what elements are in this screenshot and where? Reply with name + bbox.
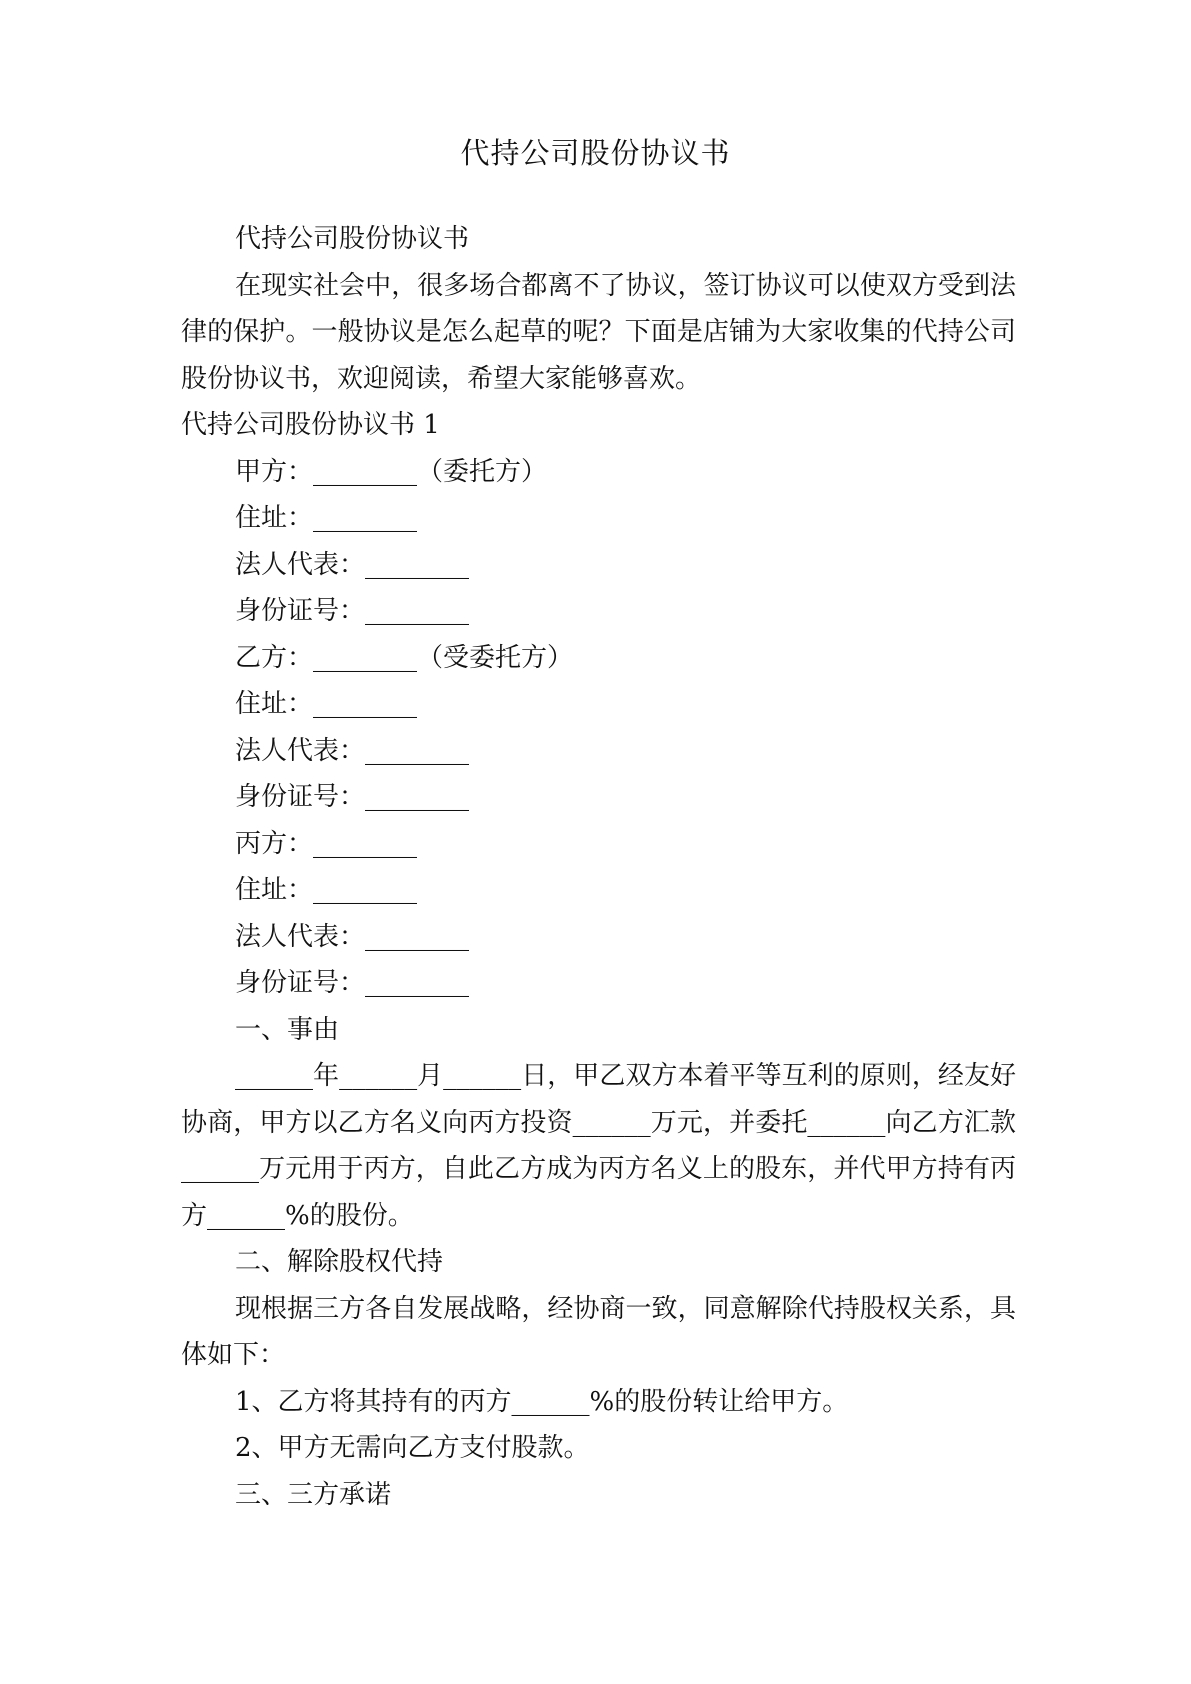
- party-b-address: 住址：________: [235, 689, 418, 719]
- party-b-id-number: 身份证号：________: [235, 782, 470, 812]
- clause-heading-3: 三、三方承诺: [235, 1479, 392, 1510]
- clause-2-item-1: 1、乙方将其持有的丙方______%的股份转让给甲方。: [235, 1386, 849, 1417]
- party-c-legal-rep: 法人代表：________: [235, 921, 470, 952]
- party-c-id-number: 身份证号：________: [235, 968, 470, 998]
- party-a-line: 甲方：________（委托方）: [235, 456, 548, 487]
- party-b-line: 乙方：________（受委托方）: [235, 642, 574, 673]
- section-heading-agreement-1: 代持公司股份协议书 1: [181, 410, 440, 440]
- clause-2-body: 现根据三方各自发展战略，经协商一致，同意解除代持股权关系，具体如下：: [181, 1293, 1016, 1370]
- paragraph-subtitle: 代持公司股份协议书: [235, 224, 470, 254]
- document-body: [181, 216, 1016, 1518]
- party-a-legal-rep: 法人代表：________: [235, 549, 470, 580]
- party-a-address: 住址：________: [235, 503, 418, 533]
- clause-heading-1: 一、事由: [235, 1014, 340, 1045]
- document-title: 代持公司股份协议书: [460, 136, 731, 170]
- clause-heading-2: 二、解除股权代持: [235, 1247, 444, 1277]
- party-c-line: 丙方：________: [235, 828, 418, 859]
- party-c-address: 住址：________: [235, 875, 418, 905]
- clause-1-body: ______年______月______日，甲乙双方本着平等互利的原则，经友好协商，甲方以乙方名义向丙方投资______万元，并委托______向乙方汇款______万元用于丙方，自此乙方成为丙方名义上的股东，并代甲方持有丙方______%的股份。: [181, 1061, 1016, 1231]
- clause-2-item-2: 2、甲方无需向乙方支付股款。: [235, 1433, 590, 1463]
- party-a-id-number: 身份证号：________: [235, 596, 470, 626]
- party-b-legal-rep: 法人代表：________: [235, 735, 470, 766]
- paragraph-intro: 在现实社会中，很多场合都离不了协议，签订协议可以使双方受到法律的保护。一般协议是怎么起草的呢？下面是店铺为大家收集的代持公司股份协议书，欢迎阅读，希望大家能够喜欢。: [181, 270, 1016, 394]
